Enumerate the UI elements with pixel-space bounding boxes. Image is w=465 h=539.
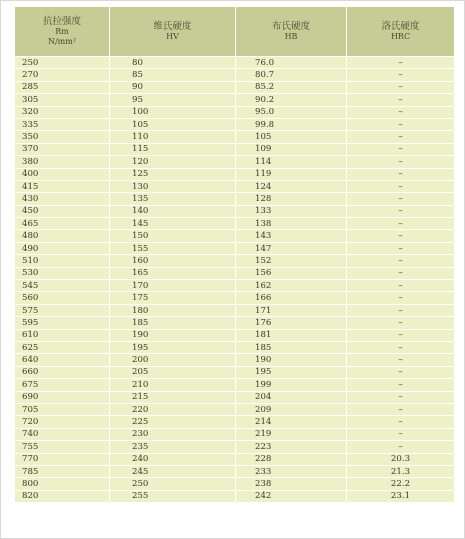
table-row [15, 94, 455, 106]
cell-vickers: 155 [110, 242, 236, 254]
table-row [15, 205, 455, 217]
header-symbol: HRC [390, 32, 411, 41]
cell-rockwell: – [347, 106, 455, 118]
cell-tensile-strength: 270 [15, 69, 110, 81]
cell-rockwell: – [347, 180, 455, 192]
cell-tensile-strength: 415 [15, 180, 110, 192]
cell-vickers: 95 [110, 94, 236, 106]
table-row [15, 230, 455, 242]
table-row [15, 465, 455, 477]
table-row [15, 69, 455, 81]
table-row [15, 106, 455, 118]
cell-tensile-strength: 350 [15, 131, 110, 143]
header-label: 布氏硬度 [271, 21, 310, 32]
cell-tensile-strength: 480 [15, 230, 110, 242]
cell-rockwell: – [347, 81, 455, 93]
cell-tensile-strength: 400 [15, 168, 110, 180]
cell-brinell: 95.0 [236, 106, 347, 118]
cell-tensile-strength: 380 [15, 156, 110, 168]
cell-tensile-strength: 740 [15, 428, 110, 440]
cell-vickers: 190 [110, 329, 236, 341]
table-row [15, 81, 455, 93]
cell-rockwell: – [347, 428, 455, 440]
cell-vickers: 170 [110, 280, 236, 292]
cell-vickers: 85 [110, 69, 236, 81]
cell-rockwell: – [347, 131, 455, 143]
cell-vickers: 140 [110, 205, 236, 217]
cell-brinell: 176 [236, 317, 347, 329]
cell-vickers: 230 [110, 428, 236, 440]
cell-vickers: 185 [110, 317, 236, 329]
cell-brinell: 238 [236, 478, 347, 490]
cell-tensile-strength: 370 [15, 143, 110, 155]
cell-brinell: 233 [236, 465, 347, 477]
cell-brinell: 105 [236, 131, 347, 143]
table-row [15, 280, 455, 292]
cell-tensile-strength: 785 [15, 465, 110, 477]
cell-rockwell: – [347, 156, 455, 168]
table-row [15, 193, 455, 205]
cell-vickers: 115 [110, 143, 236, 155]
cell-tensile-strength: 530 [15, 267, 110, 279]
cell-vickers: 200 [110, 354, 236, 366]
cell-brinell: 162 [236, 280, 347, 292]
cell-tensile-strength: 335 [15, 118, 110, 130]
table-row [15, 478, 455, 490]
cell-brinell: 124 [236, 180, 347, 192]
cell-tensile-strength: 490 [15, 242, 110, 254]
table-row [15, 156, 455, 168]
table-row [15, 366, 455, 378]
cell-rockwell: – [347, 403, 455, 415]
cell-rockwell: – [347, 143, 455, 155]
cell-brinell: 119 [236, 168, 347, 180]
cell-tensile-strength: 285 [15, 81, 110, 93]
table-row [15, 416, 455, 428]
cell-vickers: 105 [110, 118, 236, 130]
cell-tensile-strength: 820 [15, 490, 110, 502]
cell-vickers: 250 [110, 478, 236, 490]
header-brinell-hardness [236, 7, 347, 57]
cell-rockwell: – [347, 391, 455, 403]
cell-vickers: 225 [110, 416, 236, 428]
cell-rockwell: 23.1 [347, 490, 455, 502]
table-row [15, 255, 455, 267]
cell-tensile-strength: 250 [15, 57, 110, 69]
cell-brinell: 204 [236, 391, 347, 403]
cell-vickers: 160 [110, 255, 236, 267]
cell-brinell: 143 [236, 230, 347, 242]
cell-brinell: 199 [236, 379, 347, 391]
header-vickers-hardness [110, 7, 236, 57]
table-row [15, 341, 455, 353]
cell-rockwell: – [347, 242, 455, 254]
cell-brinell: 138 [236, 218, 347, 230]
cell-tensile-strength: 450 [15, 205, 110, 217]
cell-rockwell: – [347, 168, 455, 180]
cell-brinell: 242 [236, 490, 347, 502]
cell-vickers: 180 [110, 304, 236, 316]
cell-rockwell: – [347, 230, 455, 242]
cell-tensile-strength: 510 [15, 255, 110, 267]
hardness-conversion-table [14, 6, 455, 503]
cell-tensile-strength: 770 [15, 453, 110, 465]
cell-vickers: 255 [110, 490, 236, 502]
cell-tensile-strength: 690 [15, 391, 110, 403]
table-row [15, 118, 455, 130]
cell-tensile-strength: 705 [15, 403, 110, 415]
cell-vickers: 175 [110, 292, 236, 304]
table-row [15, 354, 455, 366]
cell-brinell: 114 [236, 156, 347, 168]
cell-rockwell: – [347, 354, 455, 366]
cell-rockwell: 20.3 [347, 453, 455, 465]
cell-vickers: 100 [110, 106, 236, 118]
cell-rockwell: – [347, 366, 455, 378]
table-row [15, 317, 455, 329]
header-tensile-strength [15, 7, 110, 57]
cell-tensile-strength: 660 [15, 366, 110, 378]
cell-brinell: 209 [236, 403, 347, 415]
cell-tensile-strength: 465 [15, 218, 110, 230]
cell-brinell: 223 [236, 441, 347, 453]
cell-rockwell: – [347, 69, 455, 81]
cell-rockwell: 21.3 [347, 465, 455, 477]
cell-tensile-strength: 800 [15, 478, 110, 490]
table-header-row [15, 7, 455, 57]
cell-tensile-strength: 575 [15, 304, 110, 316]
cell-vickers: 120 [110, 156, 236, 168]
cell-tensile-strength: 675 [15, 379, 110, 391]
cell-tensile-strength: 610 [15, 329, 110, 341]
cell-rockwell: – [347, 193, 455, 205]
table-row [15, 490, 455, 502]
cell-vickers: 205 [110, 366, 236, 378]
table-row [15, 453, 455, 465]
table-row [15, 403, 455, 415]
table-row [15, 242, 455, 254]
cell-vickers: 125 [110, 168, 236, 180]
cell-rockwell: – [347, 218, 455, 230]
cell-brinell: 76.0 [236, 57, 347, 69]
cell-brinell: 171 [236, 304, 347, 316]
cell-rockwell: – [347, 94, 455, 106]
cell-tensile-strength: 320 [15, 106, 110, 118]
cell-tensile-strength: 430 [15, 193, 110, 205]
cell-brinell: 156 [236, 267, 347, 279]
cell-brinell: 228 [236, 453, 347, 465]
cell-vickers: 245 [110, 465, 236, 477]
table-row [15, 304, 455, 316]
cell-brinell: 99.8 [236, 118, 347, 130]
cell-vickers: 220 [110, 403, 236, 415]
cell-brinell: 214 [236, 416, 347, 428]
cell-tensile-strength: 720 [15, 416, 110, 428]
cell-brinell: 80.7 [236, 69, 347, 81]
cell-rockwell: – [347, 255, 455, 267]
cell-rockwell: – [347, 118, 455, 130]
header-symbol: Rm [55, 27, 69, 36]
header-unit: N/mm² [47, 37, 77, 46]
table-row [15, 143, 455, 155]
cell-brinell: 147 [236, 242, 347, 254]
cell-brinell: 128 [236, 193, 347, 205]
cell-brinell: 190 [236, 354, 347, 366]
cell-brinell: 185 [236, 341, 347, 353]
cell-vickers: 150 [110, 230, 236, 242]
header-rockwell-hardness [347, 7, 455, 57]
cell-rockwell: – [347, 329, 455, 341]
cell-rockwell: – [347, 317, 455, 329]
cell-vickers: 240 [110, 453, 236, 465]
cell-vickers: 90 [110, 81, 236, 93]
cell-tensile-strength: 625 [15, 341, 110, 353]
cell-tensile-strength: 560 [15, 292, 110, 304]
cell-brinell: 133 [236, 205, 347, 217]
cell-brinell: 109 [236, 143, 347, 155]
cell-rockwell: – [347, 57, 455, 69]
table-row [15, 441, 455, 453]
cell-brinell: 85.2 [236, 81, 347, 93]
table-row [15, 379, 455, 391]
cell-vickers: 145 [110, 218, 236, 230]
table-row [15, 428, 455, 440]
cell-rockwell: – [347, 341, 455, 353]
table-row [15, 329, 455, 341]
cell-brinell: 152 [236, 255, 347, 267]
cell-rockwell: – [347, 267, 455, 279]
table-row [15, 57, 455, 69]
cell-vickers: 235 [110, 441, 236, 453]
cell-brinell: 166 [236, 292, 347, 304]
cell-tensile-strength: 640 [15, 354, 110, 366]
cell-brinell: 181 [236, 329, 347, 341]
cell-rockwell: 22.2 [347, 478, 455, 490]
header-label: 维氏硬度 [153, 21, 192, 32]
cell-vickers: 210 [110, 379, 236, 391]
header-symbol: HV [166, 32, 179, 41]
cell-rockwell: – [347, 205, 455, 217]
cell-tensile-strength: 545 [15, 280, 110, 292]
table-row [15, 180, 455, 192]
cell-rockwell: – [347, 441, 455, 453]
cell-rockwell: – [347, 416, 455, 428]
cell-tensile-strength: 755 [15, 441, 110, 453]
table-row [15, 131, 455, 143]
cell-vickers: 215 [110, 391, 236, 403]
cell-vickers: 110 [110, 131, 236, 143]
cell-vickers: 80 [110, 57, 236, 69]
table-row [15, 391, 455, 403]
cell-brinell: 90.2 [236, 94, 347, 106]
table-row [15, 218, 455, 230]
cell-vickers: 195 [110, 341, 236, 353]
cell-rockwell: – [347, 280, 455, 292]
header-symbol: HB [284, 32, 298, 41]
table-row [15, 168, 455, 180]
cell-tensile-strength: 305 [15, 94, 110, 106]
cell-tensile-strength: 595 [15, 317, 110, 329]
cell-rockwell: – [347, 379, 455, 391]
cell-vickers: 135 [110, 193, 236, 205]
cell-brinell: 195 [236, 366, 347, 378]
table-row [15, 292, 455, 304]
table-row [15, 267, 455, 279]
table-body [15, 57, 455, 503]
cell-rockwell: – [347, 292, 455, 304]
cell-brinell: 219 [236, 428, 347, 440]
cell-vickers: 165 [110, 267, 236, 279]
cell-vickers: 130 [110, 180, 236, 192]
header-label: 抗拉强度 [42, 16, 81, 27]
cell-rockwell: – [347, 304, 455, 316]
header-label: 洛氏硬度 [381, 21, 420, 32]
